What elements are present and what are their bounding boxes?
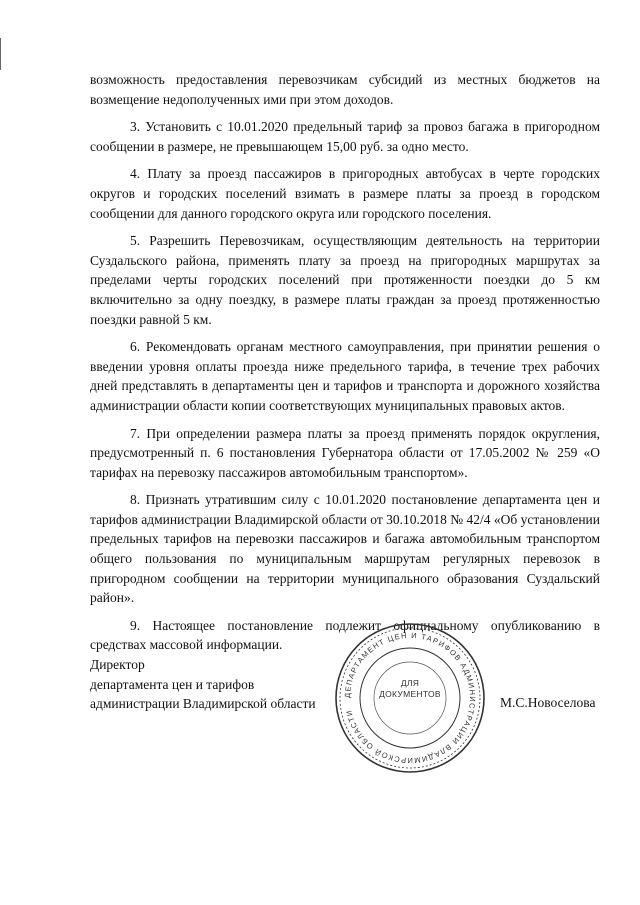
stamp-inner-label <box>332 678 488 700</box>
paragraph-6: 6. Рекомендовать органам местного самоуправления, при принятии решения о введении уровня оплаты проезда ниже предельного тарифа, в течение трех рабочих дней представлять в департаменты цен и тарифов и транспорта и дорожного хозяйства администрации области копии соответствующих муниципальных правовых актов. <box>90 339 600 413</box>
official-stamp <box>332 620 488 776</box>
scan-edge-mark <box>0 38 1 70</box>
signer-position-line2: департамента цен и тарифов <box>90 676 255 692</box>
stamp-inner-line1: ДЛЯ <box>400 678 420 688</box>
paragraph-5: 5. Разрешить Перевозчикам, осуществляющим деятельность на территории Суздальского района, применять плату за проезд на пригородных маршрутах за пределами черты городских поселений при протяженности поездки до 5 км включительно за одну поездку, в размере платы граждан за проезд протяженностью поездки равной 5 км. <box>90 233 600 327</box>
document-body <box>90 70 600 663</box>
paragraph-continuation: возможность предоставления перевозчикам субсидий из местных бюджетов на возмещение недополученных ими при этом доходов. <box>90 72 600 107</box>
signer-position-line3: администрации Владимирской области <box>90 696 316 712</box>
paragraph-8: 8. Признать утратившим силу с 10.01.2020 постановление департамента цен и тарифов администрации Владимирской области от 30.10.2018 № 42/4 «Об установлении предельных тарифов на перевозки пассажиров и багажа автомобильным транспортом общего пользования по муниципальным маршрутам регулярных перевозок в пригородном сообщении на территории муниципального образования Суздальский район». <box>90 492 600 606</box>
signature-block <box>90 655 350 714</box>
svg-text:ДЕПАРТАМЕНТ ЦЕН И ТАРИФОВ АДМИ: ДЕПАРТАМЕНТ ЦЕН И ТАРИФОВ АДМИНИСТРАЦИИ ВЛАДИМИРСКОЙ ОБЛАСТИ <box>342 630 478 766</box>
stamp-inner-line2: ДОКУМЕНТОВ <box>379 689 441 699</box>
signer-position-line1: Директор <box>90 657 145 672</box>
paragraph-4: 4. Плату за проезд пассажиров в пригородных автобусах в черте городских округов и городских поселений взимать в размере платы за проезд в городском сообщении для данного городского округа или городского поселения. <box>90 166 600 221</box>
signer-name: М.С.Новоселова <box>500 695 596 710</box>
paragraph-3: 3. Установить с 10.01.2020 предельный тариф за провоз багажа в пригородном сообщении в размере, не превышающем 15,00 руб. за одно место. <box>90 119 600 154</box>
paragraph-9: 9. Настоящее постановление подлежит официальному опубликованию в средствах массовой информации. <box>90 617 600 653</box>
paragraph-7: 7. При определении размера платы за проезд применять порядок округления, предусмотренный п. 6 постановления Губернатора области от 17.05.2002 № 259 «О тарифах на перевозку пассажиров автомобильным транспортом». <box>90 425 600 480</box>
